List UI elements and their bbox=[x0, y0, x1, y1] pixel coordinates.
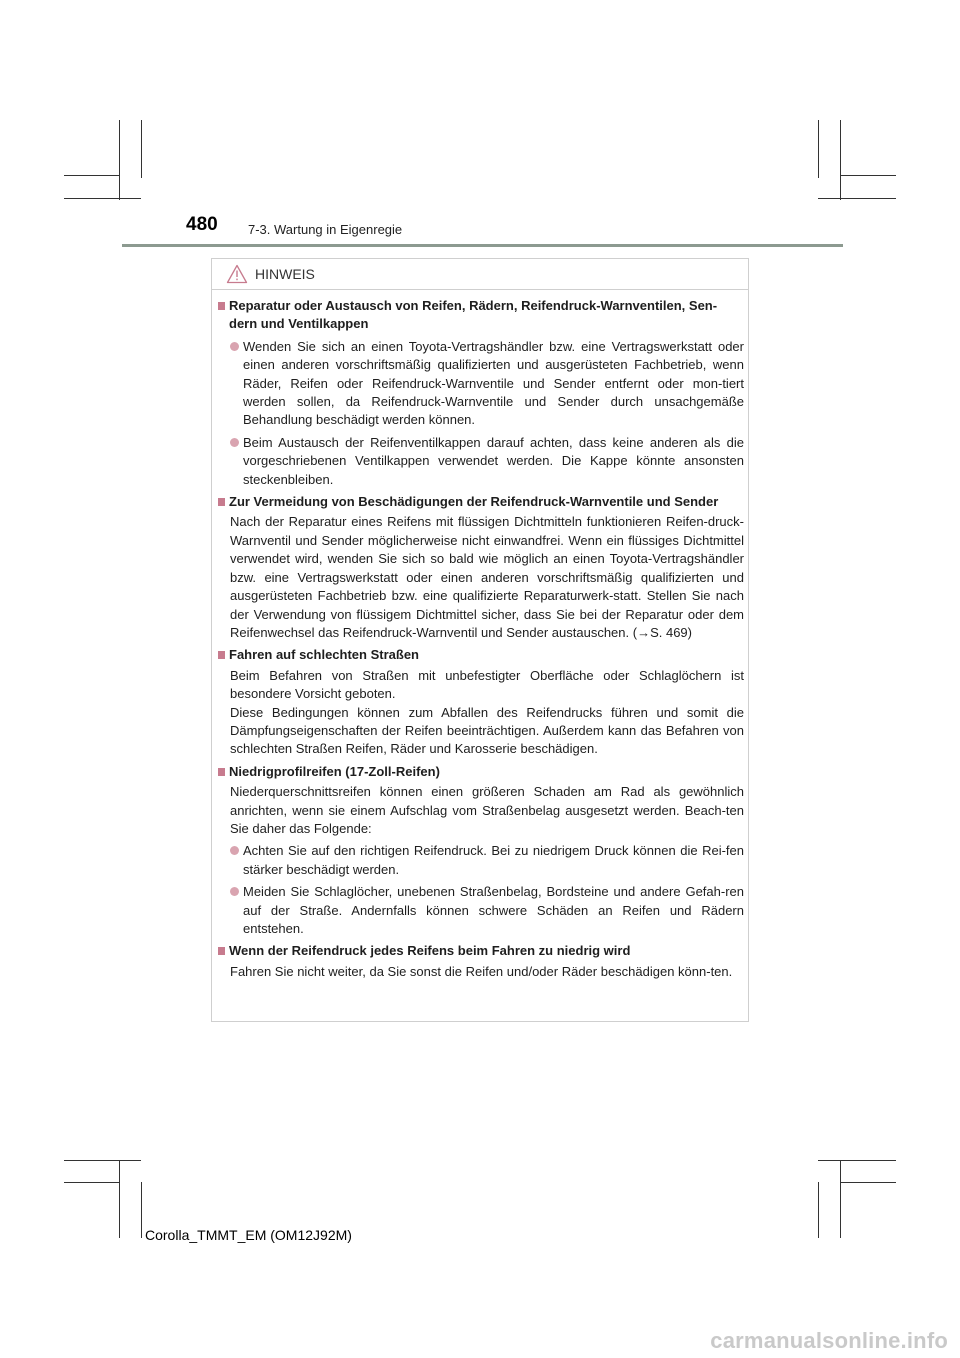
notice-box bbox=[211, 258, 749, 1022]
section-text: Nach der Reparatur eines Reifens mit flüssigen Dichtmitteln funktionieren Reifen-druck-Warnventil und Sender möglicherweise nicht einwandfrei. Wenn ein flüssiges Dichtmittel verwendet wird, wenden Sie sich so bald wie möglich an einen Toyota-Vertragshändler bzw. eine Vertragswerkstatt oder einen anderen vorschriftsmäßig qualifizierten und ausgerüsteten Fachbetrieb bzw. eine qualifizierte Reparaturwerk-statt. Stellen Sie nach der Verwendung von flüssigem Dichtmittel sicher, dass Sie bei der Reparatur oder dem Reifenwechsel das Reifendruck-Warnventil und Sender austauschen. (→S. 469) bbox=[230, 514, 744, 640]
notice-section bbox=[218, 297, 744, 489]
section-heading bbox=[218, 646, 744, 664]
section-heading bbox=[218, 763, 744, 781]
crop-mark bbox=[818, 1160, 896, 1161]
crop-mark bbox=[119, 1160, 120, 1238]
section-title: 7-3. Wartung in Eigenregie bbox=[248, 222, 403, 237]
square-bullet-icon bbox=[218, 768, 225, 776]
round-bullet-icon bbox=[230, 887, 239, 896]
section-heading bbox=[218, 493, 744, 511]
notice-section bbox=[218, 646, 744, 758]
bullet-text: Achten Sie auf den richtigen Reifendruck. Bei zu niedrigem Druck können die Rei-fen stärker beschädigt werden. bbox=[243, 843, 744, 877]
notice-section bbox=[218, 942, 744, 981]
crop-mark bbox=[119, 120, 120, 200]
document-id: Corolla_TMMT_EM (OM12J92M) bbox=[145, 1227, 352, 1243]
bullet-item bbox=[218, 883, 744, 938]
section-text: Fahren Sie nicht weiter, da Sie sonst die Reifen und/oder Räder beschädigen könn-ten. bbox=[230, 963, 733, 979]
watermark: carmanualsonline.info bbox=[710, 1328, 948, 1353]
notice-section bbox=[218, 493, 744, 642]
section-text: Niederquerschnittsreifen können einen größeren Schaden am Rad als gewöhnlich anrichten, wenn sie einem Aufschlag vom Straßenbelag ausgesetzt werden. Beach-ten Sie daher das Folgende: bbox=[230, 784, 744, 836]
crop-mark bbox=[840, 1160, 841, 1238]
warning-triangle-icon bbox=[226, 264, 248, 284]
square-bullet-icon bbox=[218, 498, 225, 506]
crop-mark bbox=[840, 175, 896, 176]
crop-mark bbox=[141, 1182, 142, 1238]
crop-mark bbox=[840, 1182, 896, 1183]
bullet-text: Beim Austausch der Reifenventilkappen darauf achten, dass keine anderen als die vorgeschriebenen Ventilkappen verwendet werden. Die Kappe könnte ansonsten steckenbleiben. bbox=[243, 434, 744, 487]
crop-mark bbox=[64, 1160, 141, 1161]
bullet-text: Meiden Sie Schlaglöcher, unebenen Straßenbelag, Bordsteine und andere Gefah-ren auf der Straße. Andernfalls können schwere Schäden an Reifen und Rädern entstehen. bbox=[243, 884, 744, 936]
notice-content bbox=[218, 297, 744, 985]
crop-mark bbox=[64, 175, 119, 176]
crop-mark bbox=[64, 1182, 119, 1183]
round-bullet-icon bbox=[230, 342, 239, 351]
notice-header bbox=[212, 259, 748, 290]
section-heading-text: Fahren auf schlechten Straßen bbox=[229, 647, 419, 663]
header-rule bbox=[122, 244, 843, 247]
bullet-item bbox=[218, 842, 744, 879]
section-heading-text: Niedrigprofilreifen (17-Zoll-Reifen) bbox=[229, 763, 440, 779]
crop-mark bbox=[141, 120, 142, 178]
page-number: 480 bbox=[186, 214, 218, 235]
section-heading bbox=[218, 297, 744, 334]
round-bullet-icon bbox=[230, 438, 239, 447]
section-heading-text: Wenn der Reifendruck jedes Reifens beim Fahren zu niedrig wird bbox=[229, 943, 631, 959]
bullet-item bbox=[218, 338, 744, 430]
bullet-text: Wenden Sie sich an einen Toyota-Vertragshändler bzw. eine Vertragswerkstatt oder einen anderen vorschriftsmäßig qualifizierten und ausgerüsteten Fachbetrieb, wenn Räder, Reifen oder Reifendruck-Warnventile und Sender entfernt oder mon-tiert werden sollen, da Reifendruck-Warnventile und Sender durch unsachgemäße Behandlung beschädigt werden können. bbox=[243, 338, 744, 428]
section-heading-text: Reparatur oder Austausch von Reifen, Rädern, Reifendruck-Warnventilen, Sen-dern und Ventilkappen bbox=[229, 298, 718, 332]
crop-mark bbox=[64, 198, 141, 199]
notice-section bbox=[218, 763, 744, 939]
crop-mark bbox=[818, 120, 819, 178]
square-bullet-icon bbox=[218, 651, 225, 659]
square-bullet-icon bbox=[218, 947, 225, 955]
crop-mark bbox=[818, 1182, 819, 1238]
square-bullet-icon bbox=[218, 302, 225, 310]
bullet-item bbox=[218, 434, 744, 489]
crop-mark bbox=[840, 120, 841, 200]
section-text: Beim Befahren von Straßen mit unbefestigter Oberfläche oder Schlaglöchern ist besondere Vorsicht geboten. Diese Bedingungen können zum Abfallen des Reifendrucks führen und somit die Dämpfungseigenschaften der Reifen beeinträchtigen. Außerdem kann das Befahren von schlechten Straßen Reifen, Räder und Karosserie beschädigen. bbox=[230, 667, 744, 757]
section-heading bbox=[218, 942, 744, 960]
notice-title: HINWEIS bbox=[255, 266, 315, 282]
round-bullet-icon bbox=[230, 846, 239, 855]
section-heading-text: Zur Vermeidung von Beschädigungen der Reifendruck-Warnventile und Sender bbox=[229, 494, 719, 510]
crop-mark bbox=[818, 198, 896, 199]
